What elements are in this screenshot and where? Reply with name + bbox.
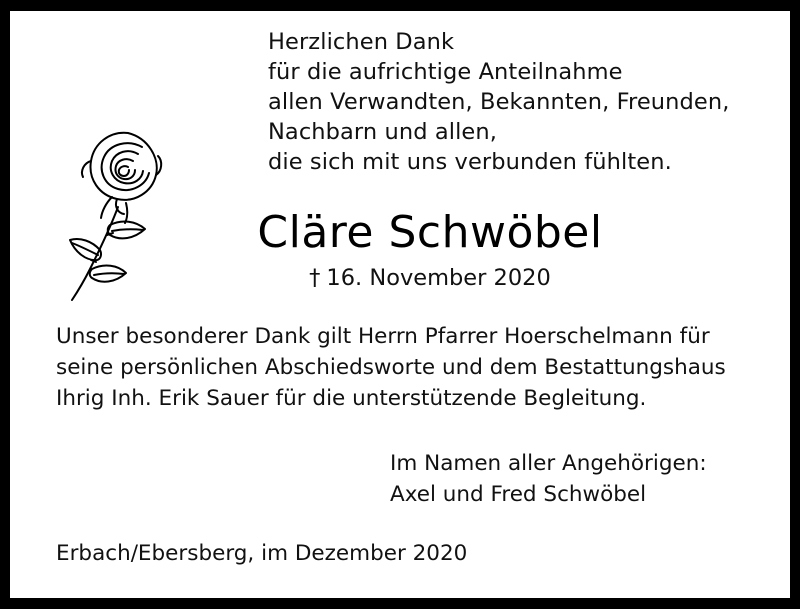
signature-block: [390, 448, 760, 510]
body-line-2: seine persönlichen Abschiedsworte und dem Bestattungshaus: [56, 355, 726, 380]
thanks-line-5: die sich mit uns verbunden fühlten.: [268, 149, 672, 175]
place-and-date: Erbach/Ebersberg, im Dezember 2020: [56, 541, 468, 566]
signature-line-1: Im Namen aller Angehörigen:: [390, 451, 707, 476]
body-line-3: Ihrig Inh. Erik Sauer für die unterstützende Begleitung.: [56, 386, 647, 411]
body-line-1: Unser besonderer Dank gilt Herrn Pfarrer Hoerschelmann für: [56, 324, 710, 349]
death-date: 16. November 2020: [326, 265, 551, 291]
death-date-line: [10, 263, 790, 293]
body-text-block: [56, 321, 766, 414]
cross-dagger-icon: †: [309, 265, 321, 291]
thanks-line-3: allen Verwandten, Bekannten, Freunden,: [268, 89, 730, 115]
signature-line-2: Axel und Fred Schwöbel: [390, 482, 647, 507]
notice-inner: [10, 11, 790, 598]
thanks-line-2: für die aufrichtige Anteilnahme: [268, 59, 623, 85]
deceased-name: Cläre Schwöbel: [257, 207, 603, 258]
thanks-line-4: Nachbarn und allen,: [268, 119, 497, 145]
thanks-text-block: [268, 27, 768, 177]
thanks-line-1: Herzlichen Dank: [268, 29, 455, 55]
